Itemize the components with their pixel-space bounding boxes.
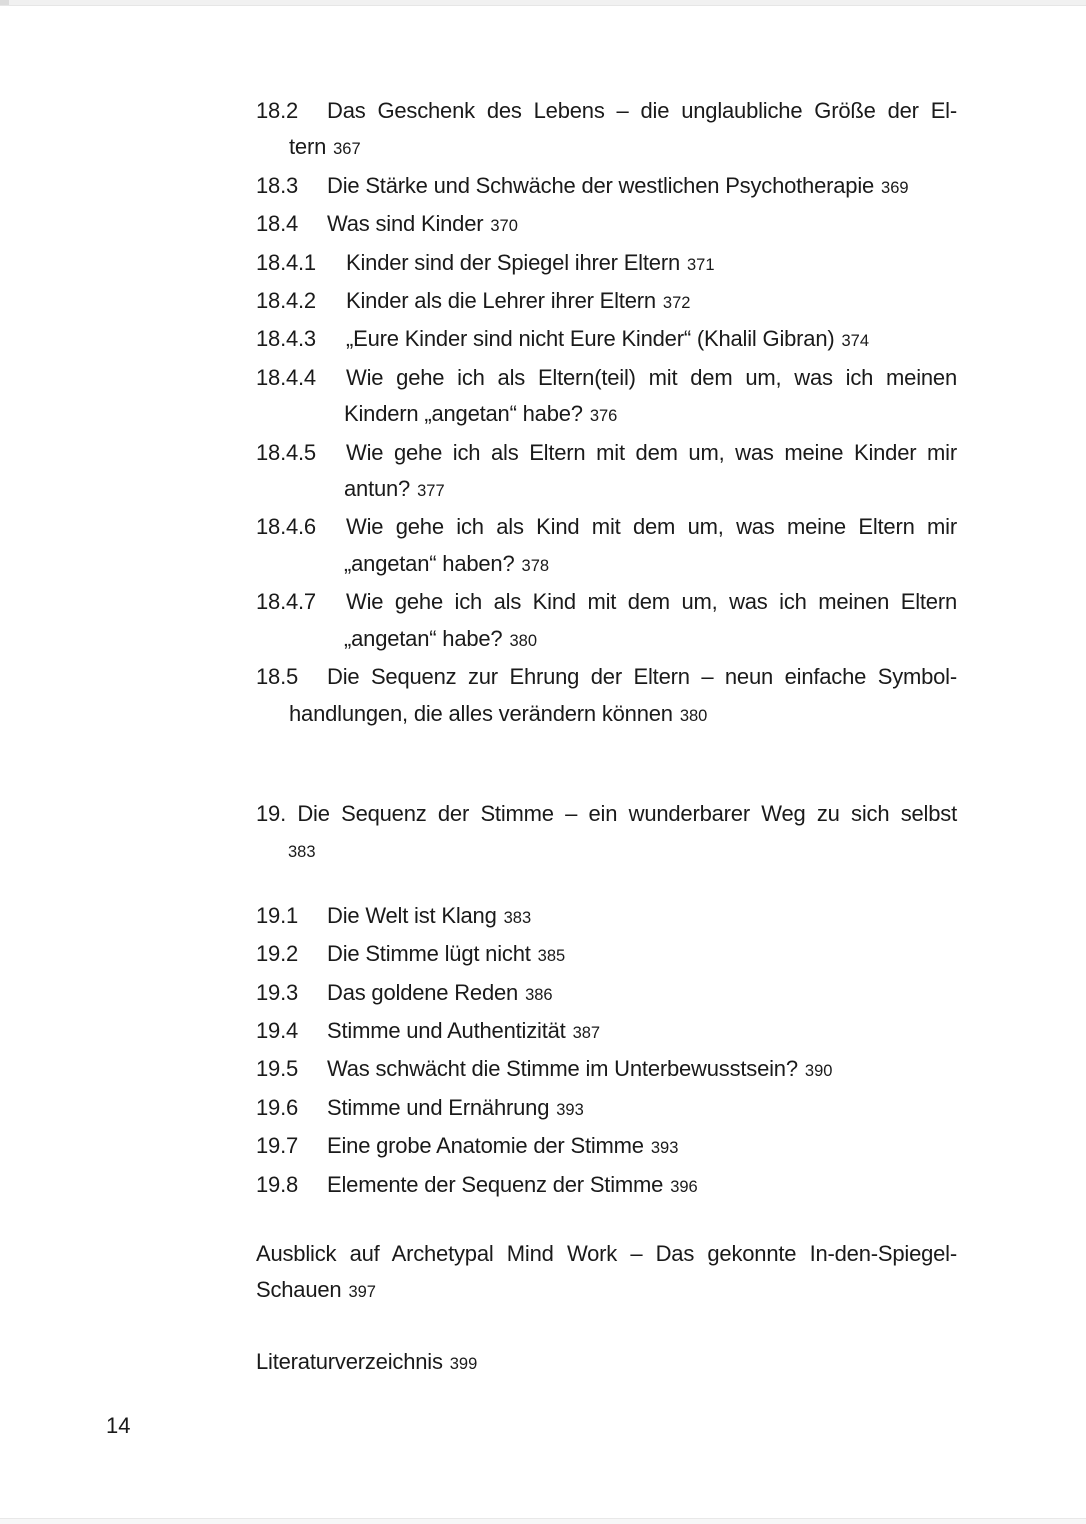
toc-line-text: Kinder als die Lehrer ihrer Eltern bbox=[346, 288, 656, 314]
page-ref: 374 bbox=[841, 332, 870, 351]
toc-line-text: Was sind Kinder bbox=[327, 211, 484, 237]
toc-entry bbox=[256, 975, 957, 1013]
toc-line-text: Eine grobe Anatomie der Stimme bbox=[327, 1133, 644, 1159]
toc-line bbox=[256, 832, 957, 870]
toc-line-text: Stimme und Authentizität bbox=[327, 1017, 566, 1043]
toc bbox=[256, 93, 957, 1382]
toc-line-text: Die Stimme lügt nicht bbox=[327, 941, 531, 967]
toc-line bbox=[256, 975, 957, 1013]
toc-line bbox=[256, 435, 957, 471]
toc-line bbox=[256, 321, 957, 359]
toc-entry bbox=[256, 1128, 957, 1166]
page-bottom-edge bbox=[0, 1518, 1086, 1524]
toc-entry-number: 19.8 bbox=[256, 1171, 299, 1197]
toc-line-text: Die Stärke und Schwäche der westlichen Psychotherapie bbox=[327, 172, 875, 198]
toc-line-text: Literaturverzeichnis bbox=[256, 1348, 443, 1374]
page-ref: 390 bbox=[804, 1062, 833, 1081]
toc-entry-number: 19.5 bbox=[256, 1056, 299, 1082]
toc-entry-number: 19.1 bbox=[256, 902, 299, 928]
toc-line-text: Stimme und Ernährung bbox=[327, 1094, 550, 1120]
toc-line-text: Was schwächt die Stimme im Unterbewusstsein? bbox=[327, 1056, 798, 1082]
page-ref: 371 bbox=[686, 255, 715, 274]
toc-line-text: Wie gehe ich als Kind mit dem um, was meine Eltern mir bbox=[346, 514, 957, 540]
toc-line-text: Das Geschenk des Lebens – die unglaubliche Größe der El- bbox=[327, 98, 957, 123]
toc-line-text: Die Sequenz der Stimme – ein wunderbarer Weg zu sich selbst bbox=[297, 800, 957, 826]
toc-entry-number: 18.5 bbox=[256, 664, 299, 690]
toc-entry bbox=[256, 509, 957, 584]
toc-entry-number: 18.3 bbox=[256, 172, 299, 198]
toc-line bbox=[256, 129, 957, 167]
page-ref: 397 bbox=[348, 1283, 376, 1302]
toc-entry bbox=[256, 1090, 957, 1128]
toc-entry-number: 18.4.1 bbox=[256, 249, 316, 275]
toc-entry-number: 18.4.4 bbox=[256, 364, 316, 390]
toc-line-text: Wie gehe ich als Eltern(teil) mit dem um, was ich meinen bbox=[346, 364, 957, 390]
toc-line-text: Das goldene Reden bbox=[327, 979, 519, 1005]
toc-entry bbox=[256, 321, 957, 359]
toc-line bbox=[256, 1236, 957, 1272]
toc-line-text: Schauen bbox=[256, 1277, 342, 1303]
toc-entry-number: 18.4.6 bbox=[256, 514, 316, 540]
toc-line bbox=[256, 509, 957, 545]
toc-line bbox=[256, 621, 957, 659]
toc-line bbox=[256, 1090, 957, 1128]
toc-line-text: Die Welt ist Klang bbox=[327, 902, 497, 928]
toc-line bbox=[256, 546, 957, 584]
toc-entry-number: 18.4.3 bbox=[256, 326, 316, 352]
page-ref: 393 bbox=[556, 1100, 584, 1119]
page-ref: 383 bbox=[503, 908, 532, 927]
page-ref: 376 bbox=[589, 407, 618, 426]
toc-entry-number: 19.6 bbox=[256, 1094, 299, 1120]
toc-line-text: Wie gehe ich als Kind mit dem um, was ich meinen Eltern bbox=[346, 589, 957, 615]
page-ref: 393 bbox=[650, 1139, 679, 1158]
toc-line bbox=[256, 898, 957, 936]
toc-line bbox=[256, 659, 957, 695]
toc-line-text: Kindern „angetan“ habe? bbox=[344, 401, 583, 427]
toc-line-text: Die Sequenz zur Ehrung der Eltern – neun einfache Symbol- bbox=[327, 664, 957, 690]
footer-page-number: 14 bbox=[106, 1413, 131, 1438]
toc-entry bbox=[256, 206, 957, 244]
page-ref: 399 bbox=[449, 1354, 478, 1373]
page-ref: 370 bbox=[490, 217, 518, 236]
toc-entry-number: 19.7 bbox=[256, 1133, 299, 1159]
page-ref: 396 bbox=[670, 1177, 698, 1196]
page-ref: 386 bbox=[525, 985, 553, 1004]
toc-line-text: antun? bbox=[344, 476, 411, 502]
toc-entry-number: 18.2 bbox=[256, 98, 299, 123]
toc-entry-number: 18.4 bbox=[256, 211, 299, 237]
toc-entry bbox=[256, 898, 957, 936]
toc-line bbox=[256, 396, 957, 434]
toc-entry bbox=[256, 1344, 957, 1382]
toc-line-text: Kinder sind der Spiegel ihrer Eltern bbox=[346, 249, 680, 275]
toc-entry bbox=[256, 1051, 957, 1089]
page-ref: 387 bbox=[572, 1023, 601, 1042]
toc-entry bbox=[256, 659, 957, 734]
page-ref: 380 bbox=[679, 706, 708, 725]
toc-entry bbox=[256, 245, 957, 283]
toc-line bbox=[256, 1167, 957, 1205]
toc-entry bbox=[256, 168, 957, 206]
toc-entry bbox=[256, 283, 957, 321]
toc-line bbox=[256, 796, 957, 832]
toc-entry bbox=[256, 796, 957, 871]
page-top-edge-notch bbox=[0, 0, 9, 5]
toc-line-text: „angetan“ habe? bbox=[344, 625, 503, 651]
page-top-edge bbox=[0, 0, 1086, 6]
toc-line bbox=[256, 1344, 957, 1382]
toc-line-text: handlungen, die alles verändern können bbox=[289, 700, 673, 726]
toc-entry bbox=[256, 1013, 957, 1051]
toc-entry bbox=[256, 1236, 957, 1311]
toc-line bbox=[256, 283, 957, 321]
toc-entry-number: 19. bbox=[256, 800, 286, 826]
toc-entry-number: 19.2 bbox=[256, 941, 299, 967]
toc-entry bbox=[256, 936, 957, 974]
page-ref: 367 bbox=[333, 140, 361, 159]
toc-line bbox=[256, 206, 957, 244]
toc-entry bbox=[256, 584, 957, 659]
toc-line bbox=[256, 936, 957, 974]
toc-line bbox=[256, 1272, 957, 1310]
toc-line-text: Elemente der Sequenz der Stimme bbox=[327, 1171, 664, 1197]
toc-entry bbox=[256, 435, 957, 510]
toc-line bbox=[256, 584, 957, 620]
toc-entry-number: 18.4.5 bbox=[256, 439, 316, 465]
toc-line bbox=[256, 696, 957, 734]
toc-entry-number: 19.4 bbox=[256, 1017, 299, 1043]
page-ref: 378 bbox=[521, 556, 550, 575]
page-ref: 383 bbox=[288, 843, 316, 862]
page-ref: 377 bbox=[417, 482, 445, 501]
page-ref: 380 bbox=[509, 631, 537, 650]
toc-line bbox=[256, 360, 957, 396]
page-ref: 385 bbox=[537, 947, 566, 966]
toc-line-text: „angetan“ haben? bbox=[344, 550, 515, 576]
page-ref: 372 bbox=[662, 294, 691, 313]
toc-line-text: Ausblick auf Archetypal Mind Work – Das gekonnte In-den-Spiegel- bbox=[256, 1240, 957, 1266]
toc-line bbox=[256, 168, 957, 206]
toc-line-text: Wie gehe ich als Eltern mit dem um, was meine Kinder mir bbox=[346, 439, 957, 465]
toc-line bbox=[256, 1051, 957, 1089]
toc-line bbox=[256, 93, 957, 129]
toc-entry-number: 18.4.2 bbox=[256, 288, 316, 314]
toc-line bbox=[256, 471, 957, 509]
toc-line bbox=[256, 1013, 957, 1051]
toc-entry bbox=[256, 93, 957, 168]
toc-line-text: „Eure Kinder sind nicht Eure Kinder“ (Khalil Gibran) bbox=[346, 326, 835, 352]
toc-entry-number: 19.3 bbox=[256, 979, 299, 1005]
page-ref: 369 bbox=[881, 178, 909, 197]
toc-entry bbox=[256, 360, 957, 435]
toc-line bbox=[256, 1128, 957, 1166]
toc-line bbox=[256, 245, 957, 283]
toc-line-text: tern bbox=[289, 134, 327, 160]
toc-entry bbox=[256, 1167, 957, 1205]
toc-entry-number: 18.4.7 bbox=[256, 589, 316, 615]
